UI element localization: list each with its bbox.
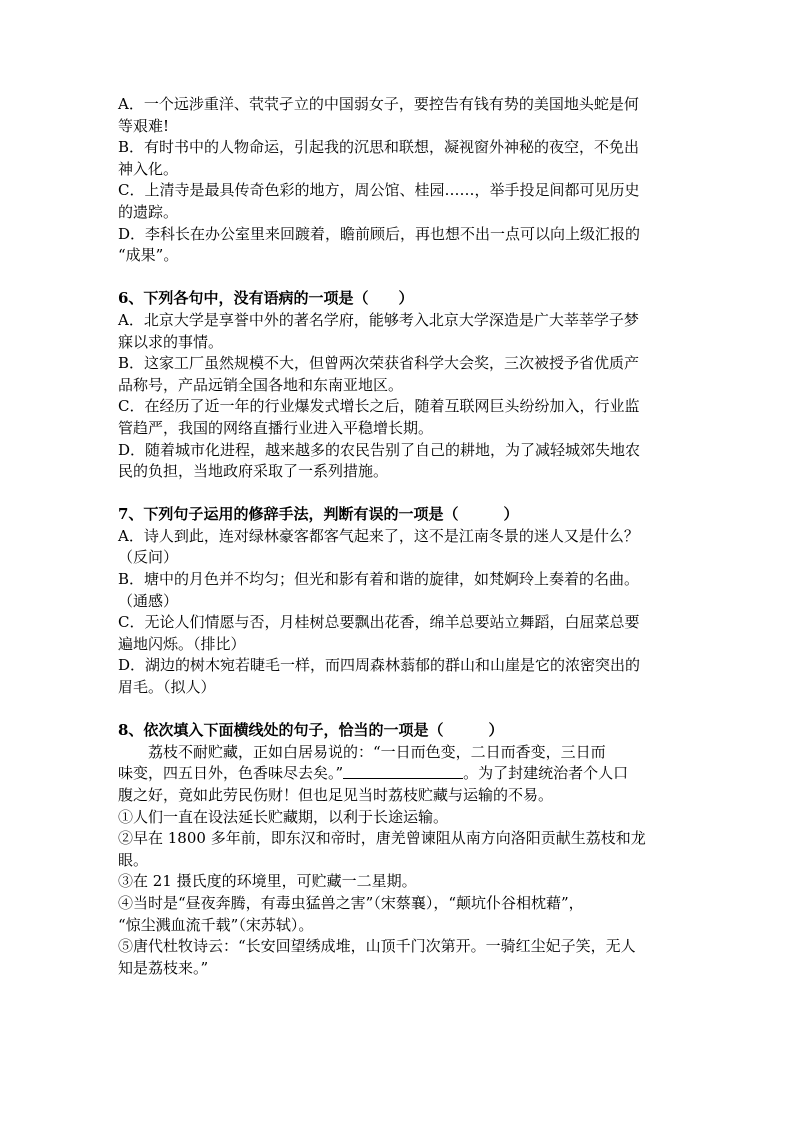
q8-sentence-2-line-2: 眼。 [118, 850, 149, 869]
q8-sentence-5-line-2: 知是荔枝来。” [118, 958, 209, 977]
q6-option-c-line-1: C．在经历了近一年的行业爆发式增长之后，随着互联网巨头纷纷加入，行业监 [118, 397, 640, 416]
q7-option-a-line-2: （反问） [118, 548, 179, 567]
q6-option-c-line-2: 管趋严，我国的网络直播行业进入平稳增长期。 [118, 418, 434, 437]
q8-passage-line-3: 腹之好，竟如此劳民伤财！但也足见当时荔枝贮藏与运输的不易。 [118, 786, 554, 804]
question-7 [118, 504, 678, 698]
q8-passage-line-1: 荔枝不耐贮藏，正如白居易说的：“一日而色变，二日而香变，三日而 [148, 742, 606, 761]
q6-option-d-line-1: D．随着城市化进程，越来越多的农民告别了自己的耕地，为了减轻城郊失地农 [118, 440, 641, 459]
document-page [118, 94, 678, 979]
option-d-line-2: “成果”。 [118, 246, 179, 265]
q7-option-d-line-1: D．湖边的树木宛若睫毛一样，而四周森林蓊郁的群山和山崖是它的浓密突出的 [118, 656, 641, 675]
q8-sentence-1: ①人们一直在设法延长贮藏期，以利于长途运输。 [118, 807, 449, 826]
q8-sentence-2-line-1: ②早在 1800 多年前，即东汉和帝时，唐羌曾谏阻从南方向洛阳贡献生荔枝和龙 [118, 829, 646, 848]
q7-option-c-line-1: C．无论人们情愿与否，月桂树总要飘出花香，绵羊总要站立舞蹈，白屈菜总要 [118, 613, 640, 632]
q6-option-a-line-2: 寐以求的事情。 [118, 332, 224, 351]
option-b-line-1: B．有时书中的人物命运，引起我的沉思和联想，凝视窗外神秘的夜空，不免出 [118, 138, 640, 157]
question-8-title: 8、依次填入下面横线处的句子，恰当的一项是（ ） [118, 721, 504, 740]
question-7-title: 7、下列句子运用的修辞手法，判断有误的一项是（ ） [118, 505, 519, 524]
q8-sentence-5-line-1: ⑤唐代杜牧诗云：“长安回望绣成堆，山顶千门次第开。一骑红尘妃子笑，无人 [118, 937, 636, 956]
question-8 [118, 720, 678, 979]
q7-option-c-line-2: 遍地闪烁。（排比） [118, 634, 246, 653]
q8-sentence-4-line-1: ④当时是“昼夜奔腾，有毒虫猛兽之害”（宋蔡襄），“颠坑仆谷相枕藉”， [118, 893, 584, 912]
option-a-line-2: 等艰难! [118, 116, 170, 135]
q7-option-b-line-2: （通感） [118, 591, 179, 610]
previous-question-options [118, 94, 678, 267]
q7-option-b-line-1: B．塘中的月色并不均匀；但光和影有着和谐的旋律，如梵婀玲上奏着的名曲。 [118, 570, 640, 589]
option-c-line-2: 的遗踪。 [118, 202, 179, 221]
q8-passage-line-2-end: 。为了封建统治者个人口 [463, 764, 629, 783]
q7-option-a-line-1: A．诗人到此，连对绿林豪客都客气起来了，这不是江南冬景的迷人又是什么？ [118, 526, 639, 545]
question-6 [118, 288, 678, 482]
fill-in-blank[interactable] [343, 764, 463, 779]
option-a-line-1: A．一个远涉重洋、茕茕孑立的中国弱女子，要控告有钱有势的美国地头蛇是何 [118, 95, 639, 113]
q6-option-d-line-2: 民的负担，当地政府采取了一系列措施。 [118, 462, 389, 481]
q8-passage-line-2 [118, 763, 678, 785]
question-6-title: 6、下列各句中，没有语病的一项是（ ） [118, 289, 414, 308]
option-c-line-1: C．上清寺是最具传奇色彩的地方，周公馆、桂园……，举手投足间都可见历史 [118, 181, 640, 200]
q8-sentence-4-line-2: “惊尘溅血流千载”（宋苏轼）。 [118, 915, 314, 934]
q8-passage-line-2-start: 味变，四五日外，色香味尽去矣。” [118, 764, 344, 783]
option-d-line-1: D．李科长在办公室里来回踱着，瞻前顾后，再也想不出一点可以向上级汇报的 [118, 224, 641, 243]
option-b-line-2: 神入化。 [118, 159, 179, 178]
q7-option-d-line-2: 眉毛。（拟人） [118, 678, 216, 697]
q6-option-b-line-2: 品称号，产品远销全国各地和东南亚地区。 [118, 375, 404, 394]
q6-option-a-line-1: A．北京大学是享誉中外的著名学府，能够考入北京大学深造是广大莘莘学子梦 [118, 310, 639, 329]
q8-sentence-3: ③在 21 摄氏度的环境里，可贮藏一二星期。 [118, 872, 417, 891]
q6-option-b-line-1: B．这家工厂虽然规模不大，但曾两次荣获省科学大会奖，三次被授予省优质产 [118, 354, 640, 373]
